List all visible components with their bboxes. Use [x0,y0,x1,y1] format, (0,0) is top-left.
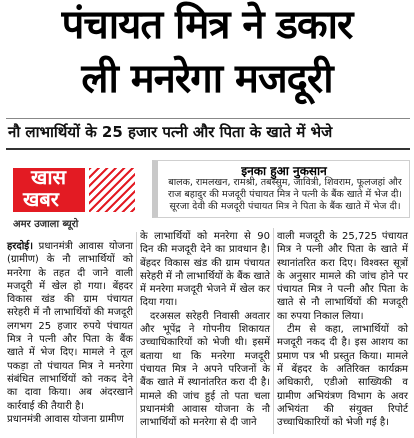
box-line: सूरजा देवी की मजदूरी पंचायत मित्र ने पिता के बैंक खाते में भेज दी। [169,201,401,212]
subheadline: नौ लाभार्थियों के 25 हजार पत्नी और पिता के खाते में भेजे [8,123,333,141]
badge-background [13,165,85,212]
badge-line-1: खास [31,165,67,189]
box-body [162,177,408,213]
column-text: दरअसल सरेहरी निवासी अवतार और भूपेंद्र ने गोपनीय शिकायत उच्चाधिकारियों को भेजी थी। इसमें बताया था कि मनरेगा मजदूरी पंचायत मित्र ने अपने परिजनों के बैंक खाते में स्थानांतरित करा दी है। मामले की जांच हुई तो पता चला प्रधानमंत्री आवास योजना के नौ लाभार्थियों को मनरेगा से दी जाने [140,310,270,429]
article-column-2 [140,230,270,429]
article-column-3 [277,230,408,429]
khaas-khabar-badge [13,160,136,212]
badge-line-2: खबर [23,187,59,211]
column-text: के लाभार्थियों को मनरेगा से 90 दिन की मजदूरी देने का प्रावधान है। बेंहदर विकास खंड की ग्राम पंचायत सरेहरी में नौ लाभार्थियों के बैंक खाते में मनरेगा मजदूरी भेजने में खेल कर दिया गया। [140,231,270,309]
divider [6,118,410,119]
headline-line-2: ली मनरेगा मजदूरी [81,56,333,102]
column-separator [273,228,274,434]
divider [6,148,410,150]
column-text: वाली मजदूरी के 25,725 पंचायत मित्र ने पत्नी और पिता के खाते में स्थानांतरित करा दिए। विश्वस्त सूत्रों के अनुसार मामले की जांच होने पर पंचायत मित्र ने पत्नी और पिता के खाते से नौ लाभार्थियों की मजदूरी का रुपया निकाल लिया। [277,231,408,322]
bureau-credit: अमर उजाला ब्यूरो [13,219,79,230]
column-text-tail: प्रधानमंत्री आवास योजना ग्रामीण [7,413,124,425]
article-column-1 [7,240,133,426]
box-line: बालक, रामलखन, रामश्री, तबस्सुम, जावित्री, शिवराम, फूलजहां और [168,177,402,188]
column-text: प्रधानमंत्री आवास योजना (ग्रामीण) के नौ लाभार्थियों को मनरेगा के तहत दी जाने वाली मजदूरी में खेल हो गया। बेंहदर विकास खंड की ग्राम पंचायत सरेहरी में नौ लाभार्थियों की मजदूरी लगभग 25 हजार रुपये पंचायत मित्र ने पत्नी और पिता के बैंक खाते में भेज दिए। मामले ने तूल पकड़ा तो पंचायत मित्र ने मनरेगा संबंधित लाभार्थियों को नकद देने का दावा किया। अब अंदरखाने कार्रवाई की तैयारी है। [7,241,133,412]
dateline: हरदोई। [7,241,33,252]
loss-info-box [152,160,410,218]
headline-line-1: पंचायत मित्र ने डकार [61,2,353,48]
box-line: राज बहादुर की मजदूरी पंचायत मित्र ने पत्नी के बैंक खाते में भेज दी। [167,189,403,200]
box-title: इनका हुआ नुकसान [241,164,327,178]
column-text: टीम से कहा, लाभार्थियों को मजदूरी नकद दी है। इस आशय का प्रमाण पत्र भी प्रस्तुत किया। मामले में बेंहदर के अतिरिक्त कार्यक्रम अधिकारी, एडीओ साख्यिकी व ग्रामीण अभियंत्रण विभाग के अवर अभियंता की संयुक्त रिपोर्ट उच्चाधिकारियों को भेजी गई है। [277,324,408,429]
column-separator [136,232,137,438]
badge-stripes [89,168,135,212]
